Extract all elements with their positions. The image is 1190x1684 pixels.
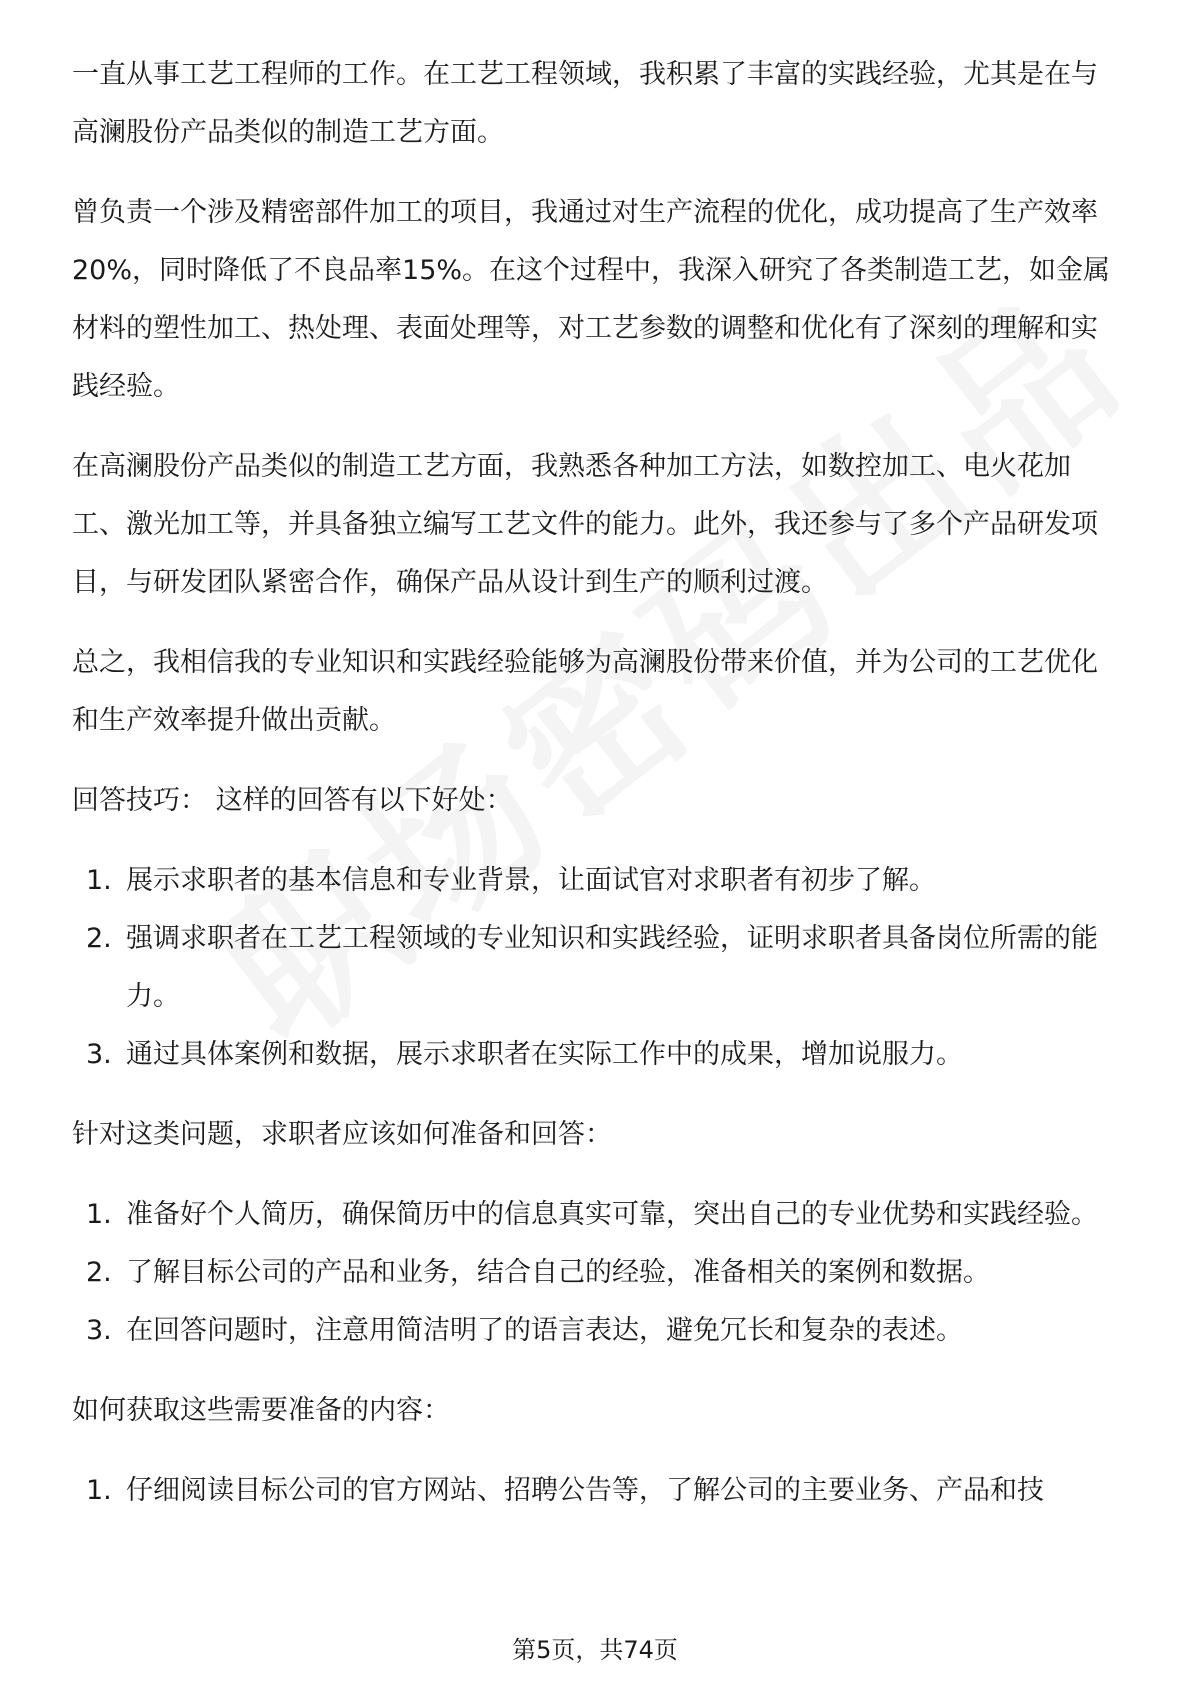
list-number: 1. [86, 1199, 112, 1230]
list-item [72, 1026, 1122, 1084]
paragraph-4: 总之，我相信我的专业知识和实践经验能够为高澜股份带来价值，并为公司的工艺优化和生产效率提升做出贡献。 [72, 647, 1098, 736]
prepare-list [72, 1186, 1122, 1360]
list-number: 2. [86, 923, 112, 954]
list-number: 3. [86, 1315, 112, 1346]
list-item [72, 1302, 1122, 1360]
obtain-heading: 如何获取这些需要准备的内容： [72, 1395, 450, 1426]
paragraph-3: 在高澜股份产品类似的制造工艺方面，我熟悉各种加工方法，如数控加工、电火花加工、激光加工等，并具备独立编写工艺文件的能力。此外，我还参与了多个产品研发项目，与研发团队紧密合作，确保产品从设计到生产的顺利过渡。 [72, 451, 1098, 598]
list-number: 1. [86, 1475, 112, 1506]
paragraph-2: 曾负责一个涉及精密部件加工的项目，我通过对生产流程的优化，成功提高了生产效率20%，同时降低了不良品率15%。在这个过程中，我深入研究了各类制造工艺，如金属材料的塑性加工、热处理、表面处理等，对工艺参数的调整和优化有了深刻的理解和实践经验。 [72, 197, 1111, 402]
list-text: 在回答问题时，注意用简洁明了的语言表达，避免冗长和复杂的表述。 [126, 1315, 963, 1346]
obtain-list [72, 1462, 1122, 1520]
list-number: 2. [86, 1257, 112, 1288]
page-footer: 第5页，共74页 [512, 1636, 678, 1664]
list-text: 强调求职者在工艺工程领域的专业知识和实践经验，证明求职者具备岗位所需的能力。 [126, 923, 1098, 1012]
list-item [72, 852, 1122, 910]
document-body [72, 46, 1122, 1542]
list-item [72, 910, 1122, 1026]
list-text: 展示求职者的基本信息和专业背景，让面试官对求职者有初步了解。 [126, 865, 936, 896]
prepare-heading: 针对这类问题，求职者应该如何准备和回答： [72, 1119, 612, 1150]
list-number: 3. [86, 1039, 112, 1070]
list-text: 通过具体案例和数据，展示求职者在实际工作中的成果，增加说服力。 [126, 1039, 963, 1070]
list-item [72, 1462, 1122, 1520]
list-text: 仔细阅读目标公司的官方网站、招聘公告等，了解公司的主要业务、产品和技 [126, 1475, 1044, 1506]
list-item [72, 1244, 1122, 1302]
tips-list [72, 852, 1122, 1084]
list-item [72, 1186, 1122, 1244]
list-number: 1. [86, 865, 112, 896]
list-text: 准备好个人简历，确保简历中的信息真实可靠，突出自己的专业优势和实践经验。 [126, 1199, 1098, 1230]
paragraph-1: 一直从事工艺工程师的工作。在工艺工程领域，我积累了丰富的实践经验，尤其是在与高澜股份产品类似的制造工艺方面。 [72, 59, 1098, 148]
list-text: 了解目标公司的产品和业务，结合自己的经验，准备相关的案例和数据。 [126, 1257, 990, 1288]
tips-heading: 回答技巧： 这样的回答有以下好处： [72, 785, 513, 816]
